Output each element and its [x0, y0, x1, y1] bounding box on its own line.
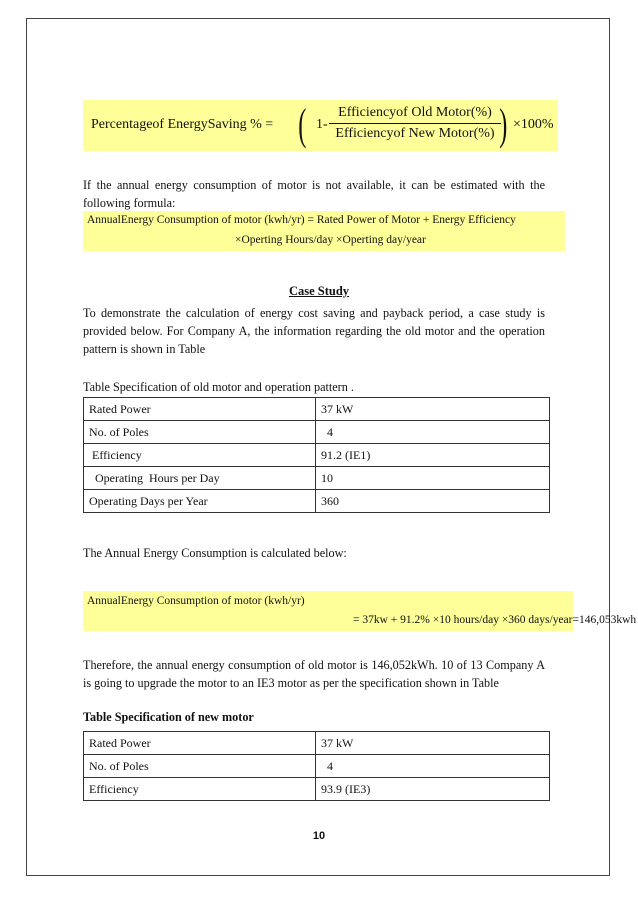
table-cell-value: 93.9 (IE3)	[316, 778, 550, 801]
table-cell-label: Operating Days per Year	[84, 490, 316, 513]
table-row	[84, 398, 550, 421]
old-motor-table	[83, 397, 550, 513]
formula-lhs: Percentageof EnergySaving % =	[91, 117, 274, 132]
right-paren: )	[499, 100, 508, 149]
table2-caption: Table Specification of new motor	[83, 710, 254, 724]
table-cell-label: Operating Hours per Day	[84, 467, 316, 490]
case-study-heading: Case Study	[288, 284, 350, 298]
table-cell-label: No. of Poles	[84, 755, 316, 778]
formula3-line1: AnnualEnergy Consumption of motor (kwh/yr)	[87, 595, 305, 607]
case-study-paragraph: To demonstrate the calculation of energy cost saving and payback period, a case study is provided below. For Company A, the information regarding the old motor and the operation pattern is shown in Table	[83, 306, 545, 356]
formula-numerator: Efficiencyof Old Motor(%)	[338, 105, 492, 120]
table-row	[84, 421, 550, 444]
fraction-bar	[329, 123, 501, 124]
new-motor-table	[83, 731, 550, 801]
intro-paragraph: If the annual energy consumption of motor is not available, it can be estimated with the following formula:	[83, 178, 545, 210]
table-cell-value: 37 kW	[316, 398, 550, 421]
calculation-intro: The Annual Energy Consumption is calculated below:	[83, 546, 347, 560]
page-number: 10	[312, 830, 326, 842]
table-cell-value: 4	[316, 421, 550, 444]
formula-denominator: Efficiencyof New Motor(%)	[335, 126, 495, 141]
table-cell-label: No. of Poles	[84, 421, 316, 444]
table-cell-label: Rated Power	[84, 732, 316, 755]
table-row	[84, 755, 550, 778]
left-paren: (	[298, 100, 307, 149]
formula-one-minus: 1-	[316, 117, 328, 132]
table-row	[84, 732, 550, 755]
table1-caption: Table Specification of old motor and operation pattern .	[83, 380, 354, 394]
conclusion-paragraph: Therefore, the annual energy consumption of old motor is 146,052kWh. 10 of 13 Company A is going to upgrade the motor to an IE3 motor as per the specification shown in Table	[83, 658, 545, 690]
table-row	[84, 778, 550, 801]
table-cell-value: 37 kW	[316, 732, 550, 755]
table-row	[84, 444, 550, 467]
table-cell-value: 4	[316, 755, 550, 778]
table-cell-label: Efficiency	[84, 778, 316, 801]
annual-consumption-formula	[83, 211, 565, 251]
calculation-formula	[83, 591, 637, 631]
table-cell-label: Efficiency	[84, 444, 316, 467]
table-cell-value: 91.2 (IE1)	[316, 444, 550, 467]
table-cell-value: 360	[316, 490, 550, 513]
formula-fraction	[329, 104, 501, 143]
energy-saving-formula	[83, 100, 558, 151]
table-cell-label: Rated Power	[84, 398, 316, 421]
formula2-line1: AnnualEnergy Consumption of motor (kwh/yr) = Rated Power of Motor + Energy Efficiency	[87, 214, 516, 226]
formula2-line2: ×Operting Hours/day ×Operting day/year	[235, 234, 426, 246]
formula3-line2: = 37kw + 91.2% ×10 hours/day ×360 days/year=146,053kwh	[353, 614, 637, 626]
formula-tail: ×100%	[513, 117, 554, 132]
table-row	[84, 490, 550, 513]
table-row	[84, 467, 550, 490]
table-cell-value: 10	[316, 467, 550, 490]
